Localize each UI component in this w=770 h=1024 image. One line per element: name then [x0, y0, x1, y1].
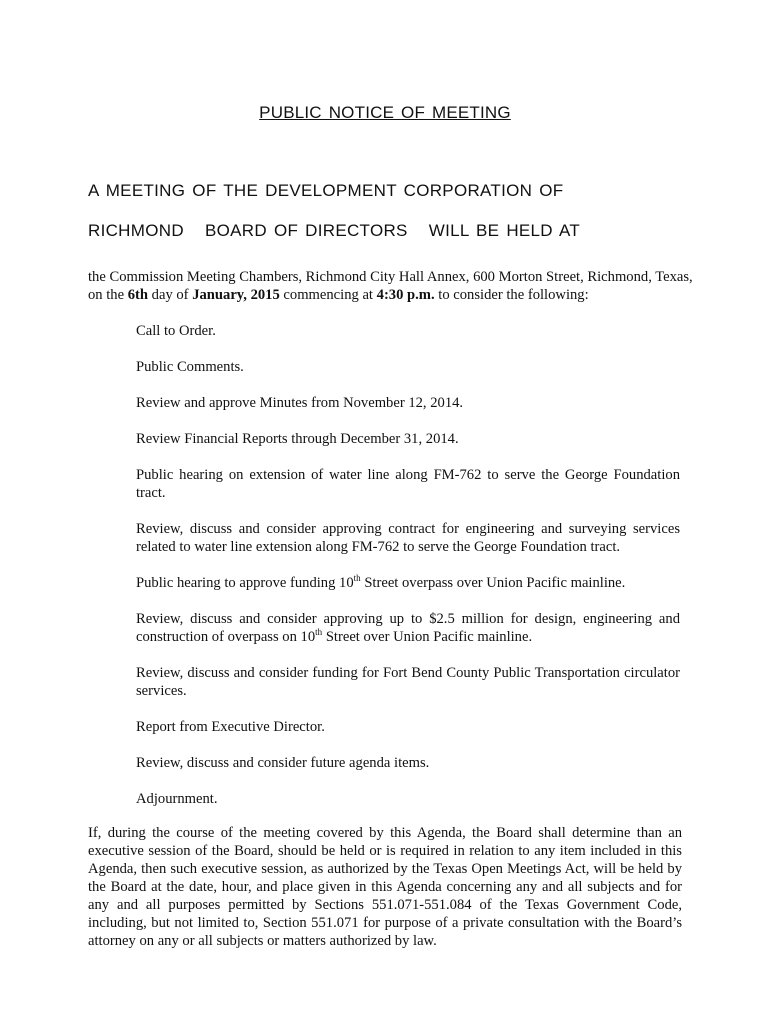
- meeting-day: 6th: [127, 287, 149, 303]
- agenda-item-future-items: Review, discuss and consider future agenda items.: [136, 755, 430, 771]
- executive-session-paragraph: If, during the course of the meeting covered by this Agenda, the Board shall determine than an executive session of the Board, should be held or is required in relation to any item included in this Agenda, then such executive session, as authorized by the Texas Open Meetings Act, will be held by the Board at the date, hour, and place given in this Agenda concerning any and all subjects and for any and all purposes permitted by Sections 551.071-551.084 of the Texas Government Code, including, but not limited to, Section 551.071 for purpose of a private consultation with the Board’s attorney on any or all subjects or matters authorized by law.: [88, 825, 682, 949]
- agenda-item-public-comments: Public Comments.: [136, 359, 244, 375]
- meeting-month-year: January, 2015: [192, 287, 280, 303]
- agenda-item-7-superscript: th: [353, 573, 361, 584]
- agenda-item-8-text-b: Street over Union Pacific mainline.: [322, 629, 533, 645]
- intro-text-1: the Commission Meeting Chambers, Richmond City Hall Annex, 600 Morton Street, Richmond, Texas, on the: [88, 269, 693, 303]
- intro-text-3: commencing at: [279, 287, 377, 303]
- agenda-item-minutes: Review and approve Minutes from November 12, 2014.: [136, 395, 464, 411]
- agenda-item-transportation: Review, discuss and consider funding for Fort Bend County Public Transportation circulator services.: [136, 665, 680, 699]
- meeting-heading-line-1: A MEETING OF THE DEVELOPMENT CORPORATION OF: [88, 181, 564, 200]
- agenda-item-adjournment: Adjournment.: [136, 791, 218, 807]
- agenda-item-overpass-hearing: [136, 574, 680, 592]
- agenda-list: [136, 322, 680, 826]
- agenda-item-7-text-a: Public hearing to approve funding 10: [136, 575, 354, 591]
- meeting-time: 4:30 p.m.: [376, 287, 435, 303]
- agenda-item-water-line-hearing: Public hearing on extension of water line along FM-762 to serve the George Foundation tract.: [136, 467, 680, 501]
- intro-text-4: to consider the following:: [434, 287, 589, 303]
- agenda-item-call-to-order: Call to Order.: [136, 323, 216, 339]
- agenda-item-7-text-b: Street overpass over Union Pacific mainline.: [360, 575, 626, 591]
- agenda-item-engineering-contract: Review, discuss and consider approving contract for engineering and surveying services related to water line extension along FM-762 to serve the George Foundation tract.: [136, 521, 680, 555]
- agenda-item-8-superscript: th: [315, 627, 323, 638]
- agenda-item-overpass-funding: [136, 610, 680, 646]
- agenda-item-financial-reports: Review Financial Reports through December 31, 2014.: [136, 431, 459, 447]
- agenda-item-executive-report: Report from Executive Director.: [136, 719, 325, 735]
- meeting-location-paragraph: [88, 268, 698, 304]
- meeting-heading-line-2: RICHMOND BOARD OF DIRECTORS WILL BE HELD AT: [88, 221, 581, 240]
- intro-text-2: day of: [148, 287, 193, 303]
- page-title: PUBLIC NOTICE OF MEETING: [259, 103, 511, 122]
- agenda-item-8-text-a: Review, discuss and consider approving up to $2.5 million for design, engineering and construction of overpass on 10: [136, 611, 680, 645]
